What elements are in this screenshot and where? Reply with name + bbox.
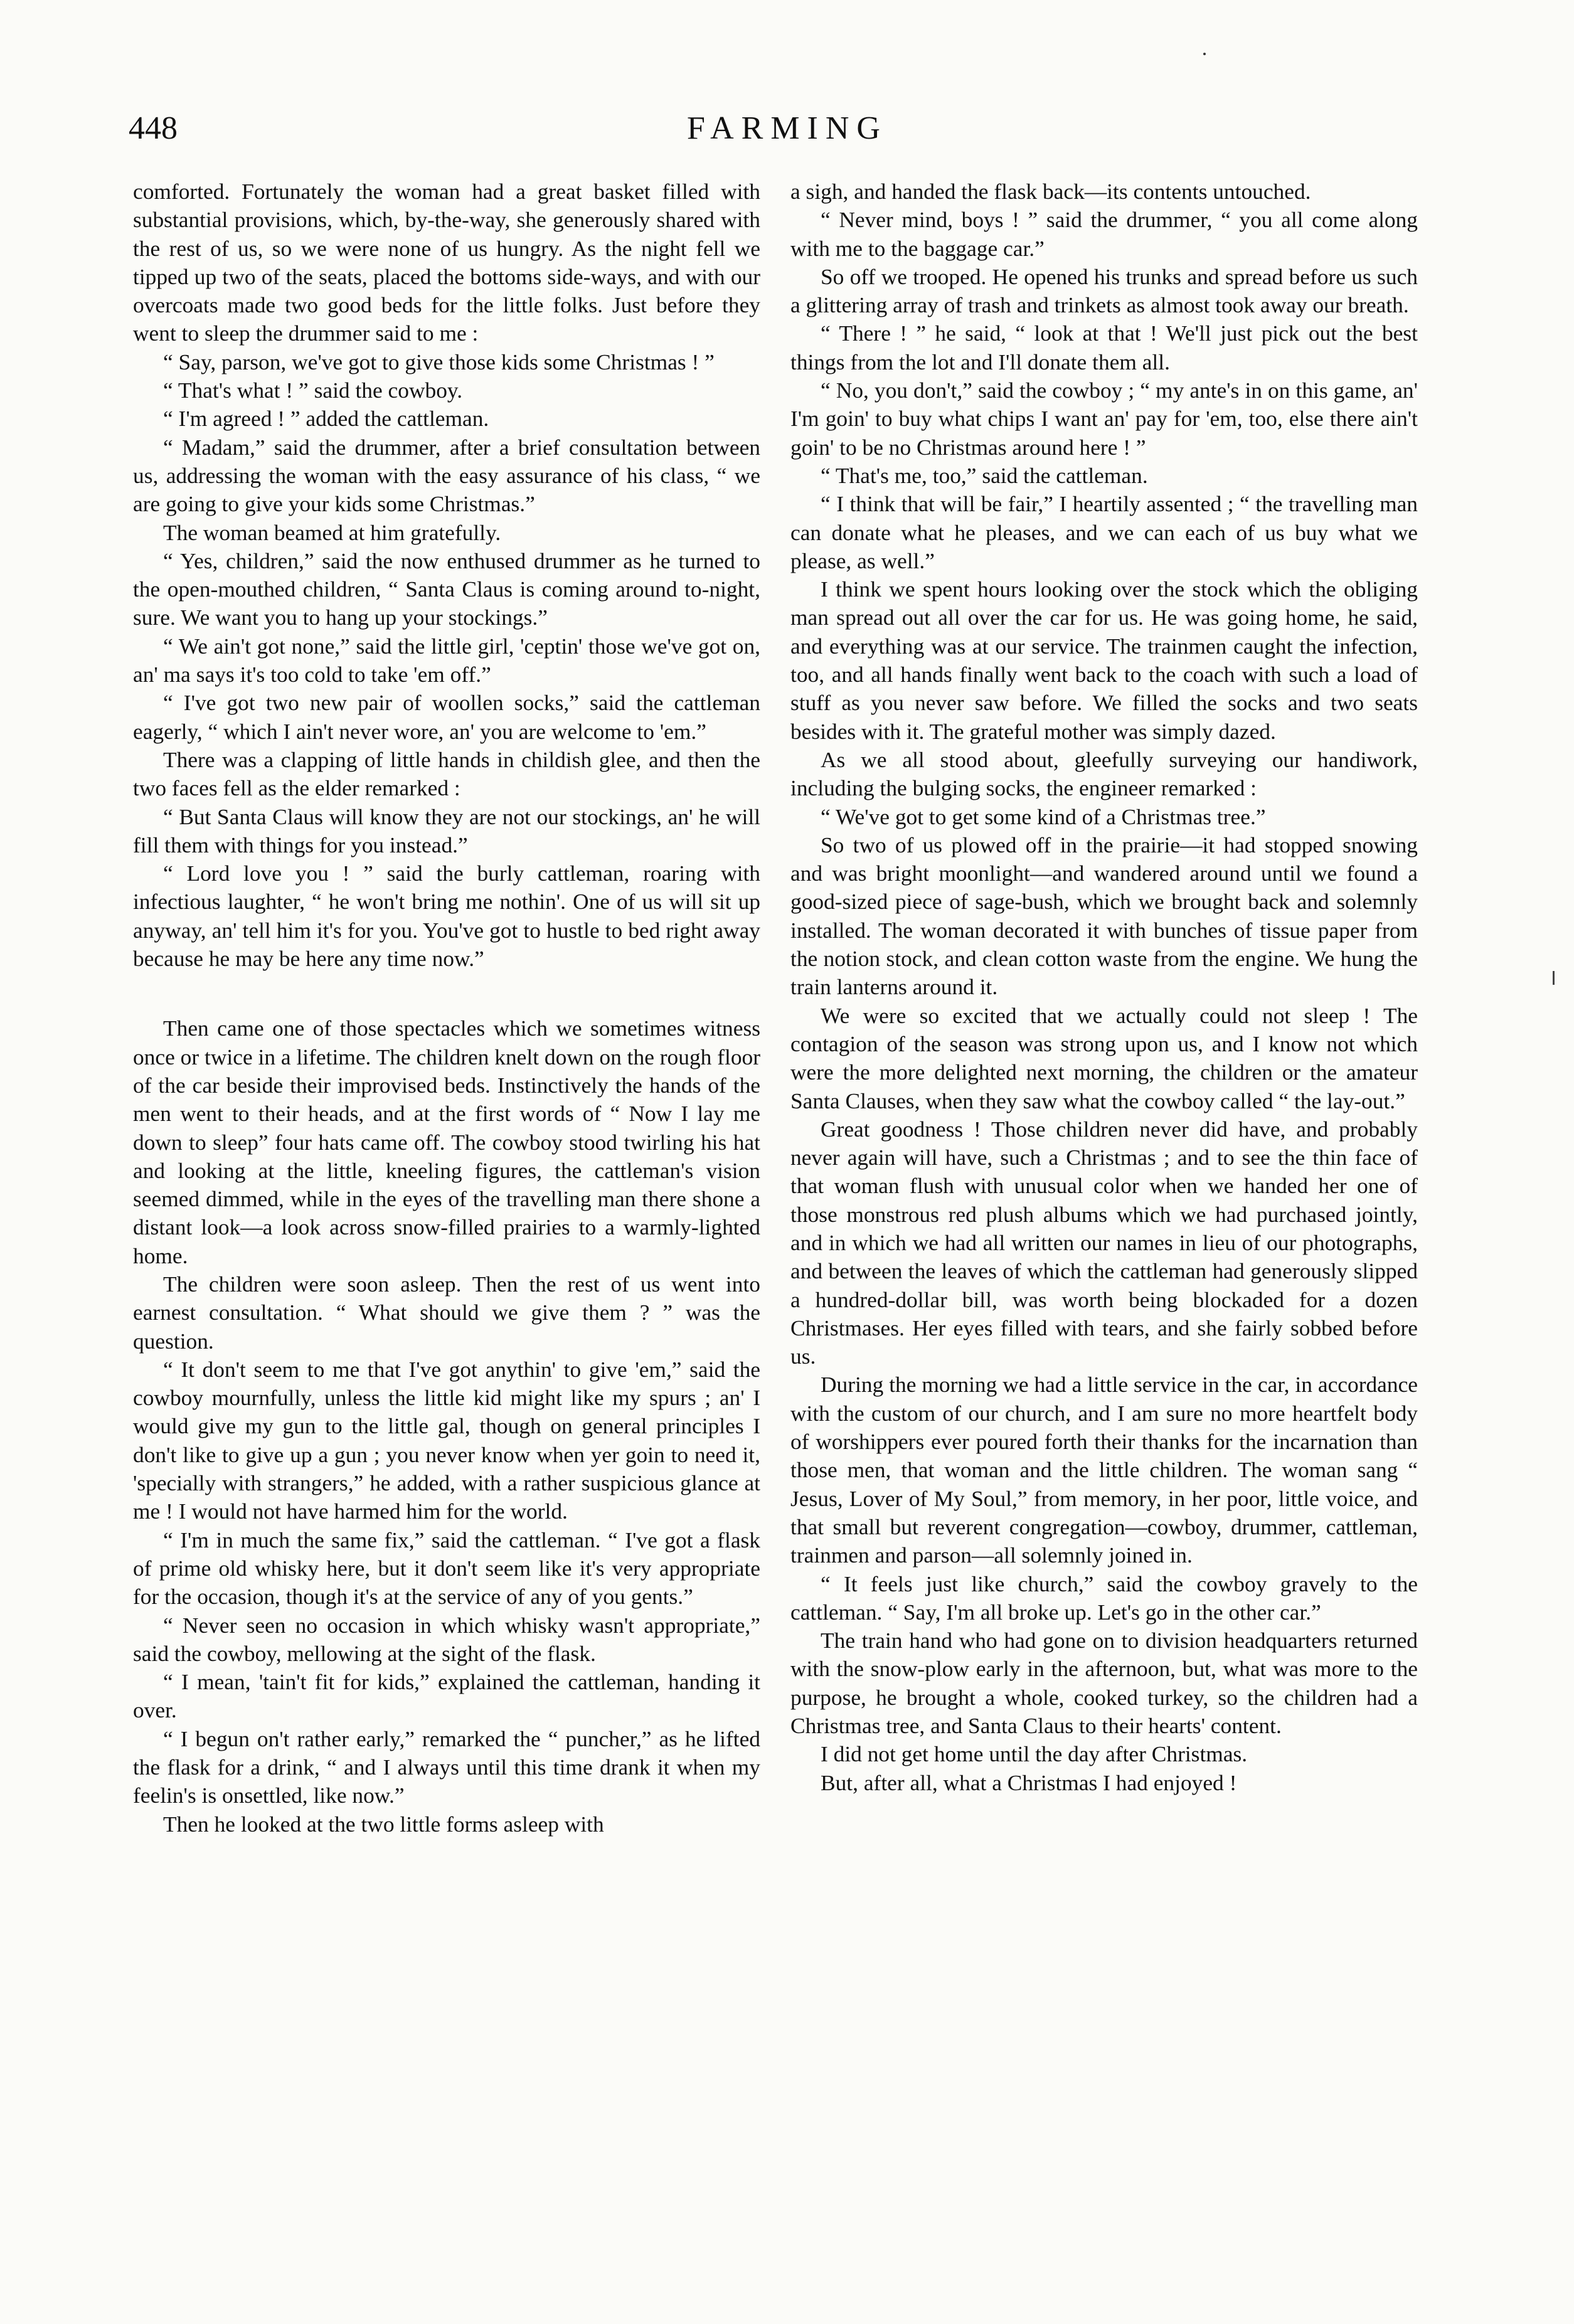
page-number: 448	[129, 110, 178, 146]
paragraph: “ Lord love you ! ” said the burly cattleman, roaring with infectious laughter, “ he won't bring me nothin'. One of us will sit up anyway, an' tell him it's for you. You've got to hustle to bed right away because he may be here any time now.”	[133, 861, 760, 972]
paragraph: “ I mean, 'tain't fit for kids,” explained the cattleman, handing it over.	[133, 1669, 760, 1723]
paragraph: “ But Santa Claus will know they are not our stockings, an' he will fill them with things for you instead.”	[133, 804, 760, 857]
paragraph: “ Never seen no occasion in which whisky wasn't appropriate,” said the cowboy, mellowing at the sight of the flask.	[133, 1612, 760, 1666]
paragraph: But, after all, what a Christmas I had enjoyed !	[821, 1770, 1237, 1795]
paragraph: During the morning we had a little service in the car, in accordance with the custom of our church, and I am sure no more heartfelt body of worshippers ever poured forth their thanks for the incarnation than those men, that woman and the little children. The woman sang “ Jesus, Lover of My Soul,” from memory, in her poor, little voice, and that small but reverent congregation—cowboy, drummer, cattleman, trainmen and parson—all solemnly joined in.	[790, 1372, 1418, 1568]
paragraph: Then came one of those spectacles which we sometimes witness once or twice in a lifetime. The children knelt down on the rough floor of the car beside their improvised beds. Instinctively the hands of the men went to their heads, and at the first words of “ Now I lay me down to sleep” four hats came off. The cowboy stood twirling his hat and looking at the little, kneeling figures, the cattleman's vision seemed dimmed, while in the eyes of the travelling man there shone a distant look—a look across snow-filled prairies to a warmly-lighted home.	[133, 1016, 760, 1268]
paragraph: “ I've got two new pair of woollen socks,” said the cattleman eagerly, “ which I ain't never wore, an' you are welcome to 'em.”	[133, 690, 760, 744]
paragraph: “ I'm agreed ! ” added the cattleman.	[163, 406, 489, 432]
paragraph: As we all stood about, gleefully surveying our handiwork, including the bulging socks, the engineer remarked :	[790, 746, 1418, 801]
paragraph: So off we trooped. He opened his trunks and spread before us such a glittering array of trash and trinkets as almost took away our breath.	[790, 263, 1418, 318]
page-header	[129, 110, 1446, 160]
paragraph: “ We've got to get some kind of a Christmas tree.”	[821, 804, 1266, 829]
paragraph: “ That's me, too,” said the cattleman.	[821, 462, 1148, 488]
paragraph: Then he looked at the two little forms asleep with	[163, 1811, 604, 1837]
paragraph: “ We ain't got none,” said the little girl, 'ceptin' those we've got on, an' ma says it's too cold to take 'em off.”	[133, 633, 760, 687]
paragraph: I think we spent hours looking over the stock which the obliging man spread out all over the car for us. He was going home, he said, and everything was at our service. The trainmen caught the infection, too, and all hands finally went back to the coach with such a load of stuff as you never saw before. We filled the socks and two seats besides with it. The grateful mother was simply dazed.	[790, 576, 1418, 744]
paragraph: “ I think that will be fair,” I heartily assented ; “ the travelling man can donate what he pleases, and we can each of us buy what we please, as well.”	[790, 491, 1418, 573]
paragraph: “ I begun on't rather early,” remarked the “ puncher,” as he lifted the flask for a drink, “ and I always until this time drank it when my feelin's is onsettled, like now.”	[133, 1726, 760, 1808]
paragraph: “ Say, parson, we've got to give those kids some Christmas ! ”	[163, 349, 715, 374]
paragraph: The woman beamed at him gratefully.	[163, 519, 501, 545]
paragraph: The children were soon asleep. Then the rest of us went into earnest consultation. “ What should we give them ? ” was the question.	[133, 1271, 760, 1354]
speck-mark	[1203, 53, 1206, 55]
paragraph: “ It feels just like church,” said the cowboy gravely to the cattleman. “ Say, I'm all broke up. Let's go in the other car.”	[790, 1571, 1418, 1625]
paragraph: So two of us plowed off in the prairie—it had stopped snowing and was bright moonlight—and wandered around until we found a good-sized piece of sage-bush, which we brought back and solemnly installed. The woman decorated it with bunches of tissue paper from the notion stock, and clean cotton waste from the engine. We hung the train lanterns around it.	[790, 832, 1418, 1000]
paragraph: “ It don't seem to me that I've got anythin' to give 'em,” said the cowboy mournfully, unless the little kid might like my spurs ; an' I would give my gun to the little gal, though on general principles I don't like to give up a gun ; you never know when yer goin to need it, 'specially with strangers,” he added, with a rather suspicious glance at me ! I would not have harmed him for the world.	[133, 1356, 760, 1524]
paragraph: There was a clapping of little hands in childish glee, and then the two faces fell as the elder remarked :	[133, 746, 760, 801]
paragraph: “ Yes, children,” said the now enthused drummer as he turned to the open-mouthed children, “ Santa Claus is coming around to-night, sure. We want you to hang up your stockings.”	[133, 548, 760, 630]
paragraph: “ No, you don't,” said the cowboy ; “ my ante's in on this game, an' I'm goin' to buy what chips I want an' pay for 'em, too, else there ain't goin' to be no Christmas around here ! ”	[790, 378, 1418, 460]
paragraph: “ That's what ! ” said the cowboy.	[163, 378, 463, 403]
paragraph: I did not get home until the day after Christmas.	[821, 1741, 1248, 1767]
paragraph: Great goodness ! Those children never did have, and probably never again will have, such a Christmas ; and to see the thin face of that woman flush with unusual color when we handed her one of those monstrous red plush albums which we had purchased jointly, and in which we had all written our names in lieu of our photographs, and between the leaves of which the cattleman had generously slipped a hundred-dollar bill, was worth being blockaded for a dozen Christmases. Her eyes filled with tears, and she fairly sobbed before us.	[790, 1116, 1418, 1369]
margin-mark	[1553, 971, 1555, 985]
paragraph: The train hand who had gone on to division headquarters returned with the snow-plow early in the afternoon, but, what was more to the purpose, he brought a whole, cooked turkey, so the children had a Christmas tree, and Santa Claus to their hearts' content.	[790, 1628, 1418, 1739]
paragraph: comforted. Fortunately the woman had a great basket filled with substantial provisions, which, by-the-way, she generously shared with the rest of us, so we were none of us hungry. As the night fell we tipped up two of the seats, placed the bottoms side-ways, and with our overcoats made two good beds for the little folks. Just before they went to sleep the drummer said to me :	[133, 179, 760, 346]
paragraph: a sigh, and handed the flask back—its contents untouched.	[790, 179, 1311, 204]
paragraph: We were so excited that we actually could not sleep ! The contagion of the season was strong upon us, and I know not which were the more delighted next morning, the children or the amateur Santa Clauses, when they saw what the cowboy called “ the lay-out.”	[790, 1002, 1418, 1113]
paragraph: “ Madam,” said the drummer, after a brief consultation between us, addressing the woman with the easy assurance of his class, “ we are going to give your kids some Christmas.”	[133, 434, 760, 517]
left-column	[133, 178, 760, 1839]
running-title: FARMING	[687, 110, 888, 146]
paragraph: “ Never mind, boys ! ” said the drummer, “ you all come along with me to the baggage car.”	[790, 207, 1418, 261]
paragraph: “ There ! ” he said, “ look at that ! We'll just pick out the best things from the lot and I'll donate them all.	[790, 321, 1418, 374]
paragraph: “ I'm in much the same fix,” said the cattleman. “ I've got a flask of prime old whisky here, but it don't seem like it's very appropriate for the occasion, though it's at the service of any of you gents.”	[133, 1527, 760, 1610]
right-column	[790, 178, 1418, 1797]
